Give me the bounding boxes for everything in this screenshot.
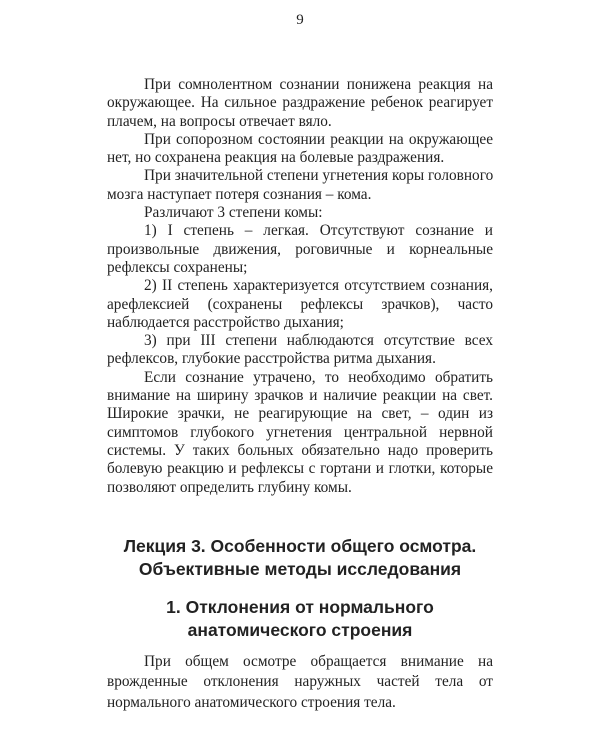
text-line: нет, но сохранена реакция на болевые раздражения. [107, 149, 445, 167]
text-line: При общем осмотре обращается внимание на [144, 653, 493, 670]
lecture-heading [80, 535, 520, 581]
text-line: При сопорозном состоянии реакции на окружающее [144, 130, 493, 148]
text-line: рефлексов, глубокие расстройства ритма дыхания. [107, 350, 436, 368]
text-line: болевую реакцию и рефлексы с гортани и глотки, которые [107, 460, 493, 478]
paragraph [107, 204, 493, 222]
text-line: внимание на ширину зрачков и наличие реакции на свет. [107, 387, 493, 405]
lecture-heading-line: Лекция 3. Особенности общего осмотра. [123, 536, 477, 556]
subheading-line: анатомического строения [187, 620, 413, 640]
text-line: системы. У таких больных обязательно надо проверить [107, 441, 493, 459]
text-line: наблюдается расстройство дыхания; [107, 313, 344, 331]
paragraph [107, 167, 493, 204]
text-line: 2) II степень характеризуется отсутствием сознания, [144, 277, 493, 295]
text-line: мозга наступает потеря сознания – кома. [107, 185, 372, 203]
text-line: произвольные движения, роговичные и корнеальные [107, 240, 493, 258]
text-line: 3) при III степени наблюдаются отсутствие всех [144, 332, 493, 350]
text-line: симптомов глубокого угнетения центральной нервной [107, 423, 493, 441]
paragraph [107, 131, 493, 168]
text-line: Широкие зрачки, не реагирующие на свет, – один из [107, 405, 493, 423]
text-line: Различают 3 степени комы: [144, 204, 323, 222]
body-text-bottom [107, 652, 493, 713]
paragraph [107, 76, 493, 131]
text-line: Если сознание утрачено, то необходимо обратить [144, 368, 493, 386]
text-line: 1) I степень – легкая. Отсутствуют сознание и [144, 222, 493, 240]
lecture-heading-line: Объективные методы исследования [138, 559, 462, 579]
paragraph [107, 222, 493, 277]
text-line: рефлексы сохранены; [107, 258, 248, 276]
paragraph [107, 332, 493, 369]
body-text-top [107, 76, 493, 497]
text-line: При значительной степени угнетения коры головного [144, 167, 494, 185]
text-line: При сомнолентном сознании понижена реакция на [144, 76, 493, 93]
text-line: позволяют определить глубину комы. [107, 478, 352, 496]
text-line: плачем, на вопросы отвечает вяло. [107, 112, 332, 130]
paragraph [107, 369, 493, 497]
subheading [80, 596, 520, 642]
subheading-line: 1. Отклонения от нормального [166, 597, 434, 617]
paragraph [107, 652, 493, 713]
text-line: врожденные отклонения наружных частей тела от [107, 673, 493, 691]
text-line: нормального анатомического строения тела. [107, 693, 396, 711]
text-line: арефлексией (сохранены рефлексы зрачков), часто [107, 295, 493, 313]
page-number: 9 [296, 12, 304, 28]
paragraph [107, 277, 493, 332]
text-line: окружающее. На сильное раздражение ребенок реагирует [107, 94, 493, 112]
